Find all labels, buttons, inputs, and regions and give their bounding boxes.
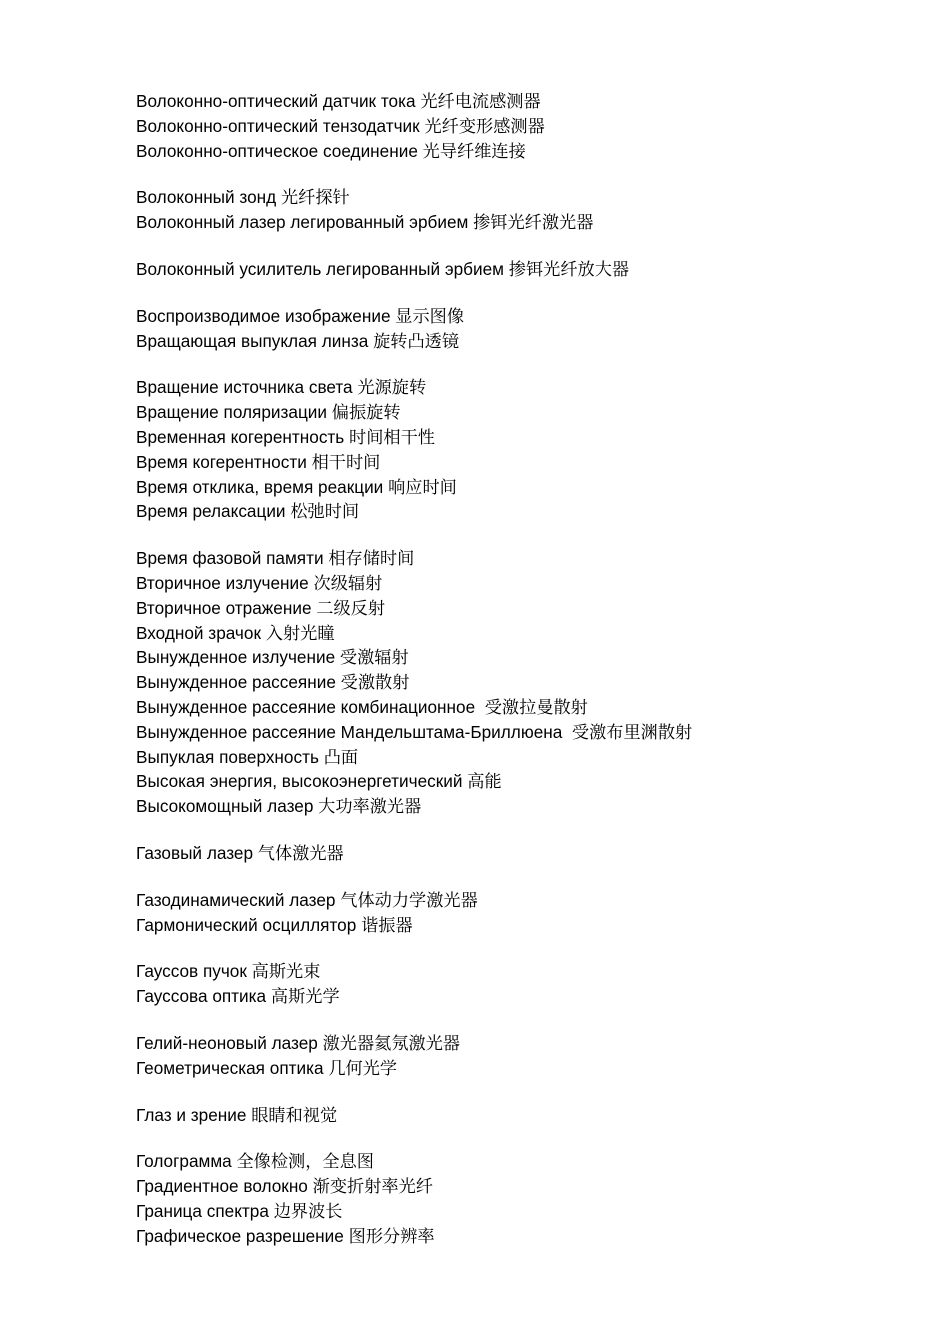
chinese-term: 二级反射	[316, 598, 386, 619]
chinese-term: 几何光学	[328, 1058, 398, 1079]
glossary-entry	[136, 794, 926, 819]
russian-term: Воспроизводимое изображение	[136, 305, 391, 326]
chinese-term: 激光器氦氖激光器	[322, 1033, 461, 1054]
chinese-term: 图形分辨率	[348, 1226, 435, 1247]
glossary-entry	[136, 695, 926, 720]
chinese-term: 高斯光束	[251, 962, 321, 983]
glossary-entry	[136, 1103, 926, 1128]
glossary-entry	[136, 1174, 926, 1199]
chinese-term: 边界波长	[273, 1201, 343, 1222]
glossary-entry	[136, 425, 926, 450]
russian-term: Газодинамический лазер	[136, 889, 336, 910]
chinese-term: 高能	[467, 772, 502, 793]
glossary-entry	[136, 475, 926, 500]
chinese-term: 松弛时间	[290, 502, 360, 523]
russian-term: Время отклика, время реакции	[136, 476, 384, 497]
glossary-entry	[136, 450, 926, 475]
russian-term: Вторичное отражение	[136, 597, 312, 618]
chinese-term: 响应时间	[388, 477, 457, 498]
glossary-entry	[136, 596, 926, 621]
chinese-term: 相存储时间	[328, 549, 415, 570]
glossary-entry	[136, 621, 926, 646]
russian-term: Гауссова оптика	[136, 986, 267, 1007]
chinese-term: 次级辐射	[313, 573, 383, 594]
glossary-group	[136, 1103, 926, 1128]
glossary-entry	[136, 1031, 926, 1056]
russian-term: Вынужденное излучение	[136, 647, 336, 668]
glossary-entry	[136, 546, 926, 571]
glossary-entry	[136, 720, 926, 745]
chinese-term: 渐变折射率光纤	[312, 1177, 433, 1198]
glossary-entry	[136, 1149, 926, 1174]
glossary-entry	[136, 257, 926, 282]
chinese-term: 相干时间	[311, 452, 381, 473]
glossary-entry	[136, 769, 926, 794]
chinese-term: 光纤探针	[280, 188, 350, 209]
chinese-term: 显示图像	[395, 306, 465, 327]
russian-term: Волоконно-оптический тензодатчик	[136, 115, 420, 136]
russian-term: Высокомощный лазер	[136, 796, 314, 817]
chinese-term: 谐振器	[361, 915, 413, 936]
chinese-term: 全像检测，全息图	[236, 1152, 374, 1173]
russian-term: Газовый лазер	[136, 842, 254, 863]
russian-term: Граница спектра	[136, 1200, 269, 1221]
chinese-term: 旋转凸透镜	[373, 331, 460, 352]
glossary-entry	[136, 1224, 926, 1249]
glossary-entry	[136, 375, 926, 400]
glossary-entry	[136, 1199, 926, 1224]
glossary-entry	[136, 1056, 926, 1081]
glossary-group	[136, 546, 926, 819]
russian-term: Глаз и зрение	[136, 1104, 247, 1125]
chinese-term: 光纤变形感测器	[424, 116, 545, 137]
chinese-term: 光导纤维连接	[422, 141, 526, 162]
glossary-entry	[136, 139, 926, 164]
chinese-term: 受激辐射	[339, 648, 409, 669]
glossary-entry	[136, 645, 926, 670]
chinese-term: 掺铒光纤激光器	[473, 213, 594, 234]
russian-term: Волоконно-оптическое соединение	[136, 140, 418, 161]
glossary-group	[136, 1031, 926, 1081]
glossary-entry	[136, 210, 926, 235]
chinese-term: 时间相干性	[349, 427, 435, 448]
glossary-group	[136, 185, 926, 235]
russian-term: Волоконно-оптический датчик тока	[136, 91, 416, 111]
russian-term: Время релаксации	[136, 501, 286, 522]
russian-term: Вынужденное рассеяние	[136, 672, 336, 693]
russian-term: Волоконный лазер легированный эрбием	[136, 212, 469, 233]
glossary-group	[136, 257, 926, 282]
chinese-term: 受激拉曼散射	[484, 697, 588, 718]
russian-term: Временная когерентность	[136, 426, 345, 447]
russian-term: Гелий-неоновый лазер	[136, 1032, 318, 1053]
glossary-group	[136, 1149, 926, 1248]
glossary-entry	[136, 185, 926, 210]
glossary-group	[136, 304, 926, 354]
glossary-group	[136, 375, 926, 524]
russian-term: Гармонический осциллятор	[136, 914, 357, 935]
russian-term: Градиентное волокно	[136, 1176, 308, 1197]
russian-term: Время когерентности	[136, 451, 307, 472]
russian-term: Входной зрачок	[136, 622, 261, 643]
glossary-entry	[136, 913, 926, 938]
glossary-page	[136, 89, 926, 1270]
glossary-entry	[136, 959, 926, 984]
glossary-entry	[136, 745, 926, 770]
russian-term: Гауссов пучок	[136, 961, 247, 982]
glossary-group	[136, 959, 926, 1009]
russian-term: Выпуклая поверхность	[136, 746, 319, 767]
russian-term: Вращение поляризации	[136, 402, 327, 423]
glossary-entry	[136, 984, 926, 1009]
russian-term: Вращение источника света	[136, 377, 353, 398]
russian-term: Графическое разрешение	[136, 1225, 344, 1246]
chinese-term: 光纤电流感测器	[420, 92, 541, 112]
chinese-term: 光源旋转	[357, 378, 427, 399]
chinese-term: 气体动力学激光器	[340, 890, 478, 911]
glossary-group	[136, 841, 926, 866]
russian-term: Геометрическая оптика	[136, 1057, 324, 1078]
glossary-entry	[136, 400, 926, 425]
chinese-term: 高斯光学	[270, 987, 340, 1008]
russian-term: Вращающая выпуклая линза	[136, 330, 369, 351]
chinese-term: 大功率激光器	[318, 797, 422, 818]
glossary-entry	[136, 89, 926, 114]
glossary-entry	[136, 329, 926, 354]
chinese-term: 受激散射	[340, 673, 410, 694]
glossary-group	[136, 888, 926, 938]
glossary-group	[136, 89, 926, 163]
glossary-entry	[136, 670, 926, 695]
chinese-term: 入射光瞳	[265, 623, 335, 644]
glossary-entry	[136, 888, 926, 913]
chinese-term: 掺铒光纤放大器	[508, 259, 630, 280]
chinese-term: 偏振旋转	[331, 403, 401, 424]
russian-term: Вынужденное рассеяние Мандельштама-Бриллюена	[136, 721, 568, 742]
glossary-entry	[136, 114, 926, 139]
russian-term: Волоконный усилитель легированный эрбием	[136, 258, 504, 279]
chinese-term: 凸面	[323, 747, 359, 768]
russian-term: Волоконный зонд	[136, 187, 277, 208]
chinese-term: 受激布里渊散射	[571, 722, 693, 743]
chinese-term: 眼睛和视觉	[251, 1105, 338, 1126]
russian-term: Время фазовой памяти	[136, 548, 324, 569]
glossary-entry	[136, 841, 926, 866]
russian-term: Голограмма	[136, 1151, 232, 1172]
chinese-term: 气体激光器	[257, 843, 344, 864]
russian-term: Вынужденное рассеяние комбинационное	[136, 696, 480, 717]
glossary-entry	[136, 499, 926, 524]
glossary-entry	[136, 304, 926, 329]
glossary-entry	[136, 571, 926, 596]
russian-term: Вторичное излучение	[136, 572, 309, 593]
russian-term: Высокая энергия, высокоэнергетический	[136, 771, 463, 792]
